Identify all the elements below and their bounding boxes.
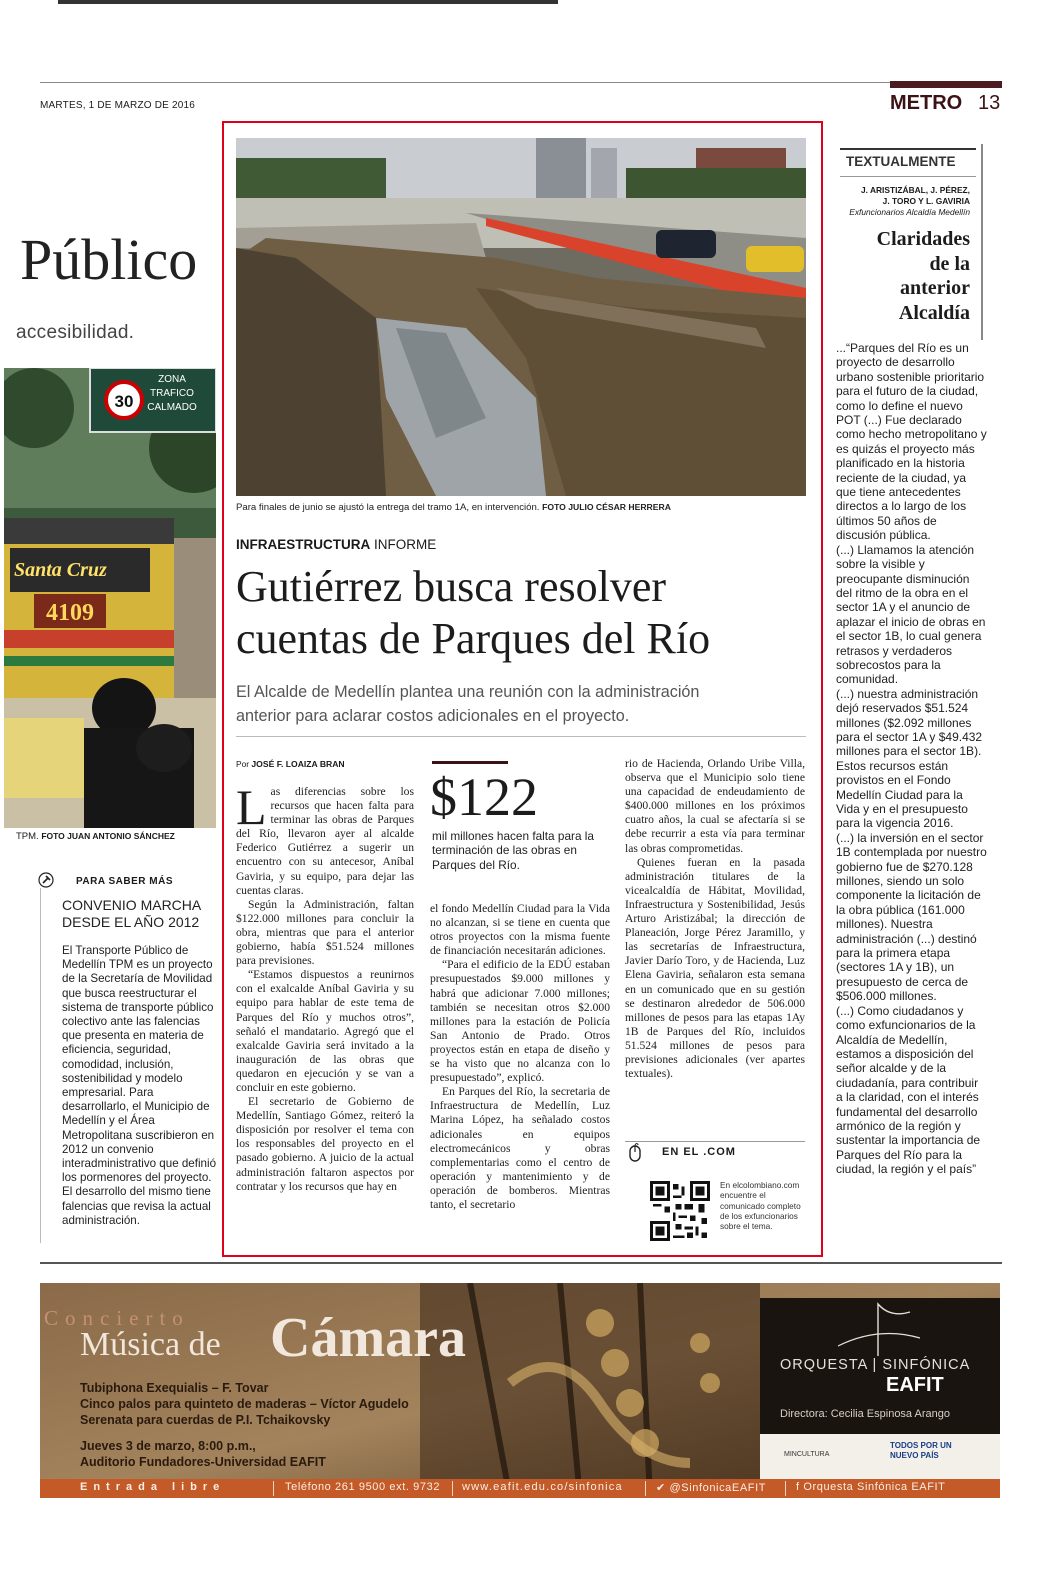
pullout-number: $122 [430, 767, 538, 827]
gobierno-line-2: NUEVO PAÍS [890, 1451, 939, 1460]
construction-photo [236, 138, 806, 496]
mincultura-logo: MINCULTURA [784, 1451, 830, 1458]
paragraph: as diferencias sobre los recursos que hacen falta para terminar las obras de Parques del Río, llevaron ayer al alcalde Federico Gutiérrez a sugerir un encuentro con su antecesor, Aníbal Gaviria, y su equipo, para dejar las cuentas claras. [236, 785, 414, 897]
quotes-headline-line-1: Claridades [876, 228, 970, 250]
ad-work: Cinco palos para quinteto de maderas – Víctor Agudelo [80, 1397, 409, 1411]
ad-separator [273, 1481, 274, 1496]
ad-twitter-link[interactable] [656, 1481, 766, 1494]
construction-photo-illustration [236, 138, 806, 496]
paragraph: “Para el edificio de la EDÚ estaban presupuestados $9.000 millones y habrá que adicionar 7.000 millones; también se necesitan otros $2.000 millones para la estación de Policía San Antonio de Prado. Otros proyectos están en etapa de diseño y se ha visto que no alcanza con lo presupuestado”, explicó. [430, 958, 610, 1085]
page-number: 13 [978, 92, 1001, 114]
facebook-page: Orquesta Sinfónica EAFIT [803, 1481, 946, 1493]
article-column-2 [430, 902, 610, 1212]
section-name: METRO [890, 92, 963, 114]
qr-description: En elcolombiano.com encuentre el comunicado completo de los exfuncionarios sobre el tema. [720, 1180, 801, 1232]
headline-line-1: Gutiérrez busca resolver [236, 562, 667, 611]
bus-name: Santa Cruz [14, 559, 107, 581]
byline-name: JOSÉ F. LOAIZA BRAN [251, 759, 345, 769]
header-rule [40, 82, 1002, 83]
sources-line-2: J. TORO Y L. GAVIRIA [882, 195, 970, 206]
sign-text-2: TRAFICO [150, 388, 194, 399]
online-label: EN EL .COM [662, 1146, 736, 1158]
bus-number: 4109 [46, 600, 94, 626]
paragraph: En Parques del Río, la secretaria de Infraestructura de Medellín, Luz Marina López, ha señalado costos adicionales en equipos electromecánicos y obras complementarias como el centro de operación y mantenimiento y de operación de bomberos. Mientras tanto, el secretario [430, 1085, 610, 1211]
paragraph: Quienes fueran en la pasada administración titulares de la vicealcaldía de Hábitat, Movilidad, Infraestructura y Sostenibilidad, Jesús Arturo Aristizábal; la dirección de Planeación, Jorge Pérez Jaramillo, y las secretarías de Infraestructura, Javier Darío Toro, y de Hacienda, Luz Elena Gaviria, señalaron esta semana en un comunicado que en su gestión se destinaron alrededor de 506.000 millones de pesos para las etapas 1Ay 1B de Parques del Río, incluidos 51.524 millones de pesos para previsiones adicionales (ver apartes textuales). [625, 855, 805, 1081]
pin-icon [38, 872, 54, 888]
ad-separator [452, 1481, 453, 1496]
paragraph: Según la Administración, faltan $122.000 millones para concluir la obra, mientras que para el anterior gobierno, había $51.524 millones para previsiones. [236, 897, 414, 968]
quotes-rule [840, 176, 976, 177]
orchestra-word-2: SINFÓNICA [882, 1357, 971, 1373]
ad-entrada: Entrada libre [80, 1481, 226, 1493]
orchestra-director: Directora: Cecilia Espinosa Arango [780, 1408, 950, 1420]
paragraph: rio de Hacienda, Orlando Uribe Villa, observa que el Municipio solo tiene una capacidad de endeudamiento de $400.000 millones en los próximos cuatro años, la cual se afectaría si se debe recurrir a esta vía para terminar las obras comprometidas. [625, 757, 805, 855]
sidebar-label: PARA SABER MÁS [76, 876, 174, 887]
ad-work: Tubiphona Exequialis – F. Tovar [80, 1381, 269, 1395]
mouse-icon [628, 1143, 642, 1163]
quote-paragraph: (...) Llamamos la atención sobre la visible y preocupante disminución del ritmo de la obra en el sector 1A y el anuncio de aplazar el inicio de obras en el sector 1B, lo cual genera retrasos y verdaderos sobrecostos para la comunidad. [836, 542, 986, 687]
quotes-body [836, 341, 988, 1177]
ad-schedule [80, 1438, 326, 1470]
ad-program [80, 1380, 409, 1428]
twitter-icon: ✔ [656, 1482, 666, 1494]
sidebar-title-line-1: CONVENIO MARCHA [62, 897, 202, 913]
facebook-icon: f [796, 1481, 800, 1493]
ad-concierto: Concierto [44, 1306, 190, 1330]
twitter-handle: @SinfonicaEAFIT [669, 1482, 767, 1494]
quote-paragraph: (...) nuestra administración dejó reservados $51.524 millones ($2.092 millones para el sector 1A y $49.432 millones para el sector 1B). Estos recursos están provistos en el Fondo Medellín Ciudad para la Vida y en el presupuesto para la vigencia 2016. [836, 686, 983, 831]
quotes-headline-line-2: de la [929, 252, 970, 275]
tpm-photo [4, 368, 216, 828]
gobierno-logo [890, 1441, 952, 1461]
sign-text-1: ZONA [158, 374, 186, 385]
photo-credit: FOTO JULIO CÉSAR HERRERA [542, 502, 671, 512]
ad-phone: Teléfono 261 9500 ext. 9732 [285, 1481, 441, 1493]
sign-text-3: CALMADO [147, 402, 197, 413]
orchestra-eafit: EAFIT [886, 1374, 944, 1396]
gobierno-line-1: TODOS POR UN [890, 1441, 952, 1450]
deck-line-2: anterior para aclarar costos adicionales en el proyecto. [236, 707, 630, 725]
byline-prefix: Por [236, 759, 250, 769]
quotes-bar [840, 148, 976, 150]
orchestra-divider: | [872, 1357, 878, 1373]
orchestra-word-1: ORQUESTA [780, 1357, 868, 1373]
ad-separator [785, 1481, 786, 1496]
speed-sign-number: 30 [114, 392, 134, 411]
kicker-type: INFORME [374, 537, 437, 552]
headline [236, 561, 816, 665]
online-rule [625, 1141, 805, 1142]
main-photo-caption [236, 502, 671, 513]
ad-separator [645, 1481, 646, 1496]
ad-date: Jueves 3 de marzo, 8:00 p.m., [80, 1439, 256, 1453]
ad-camara: Cámara [270, 1307, 466, 1369]
paragraph: El secretario de Gobierno de Medellín, Santiago Gómez, reiteró la disposición por resolver el tema con los responsables del proyecto en el pasado gobierno. A juicio de la actual administración faltaron aspectos por contratar y los recursos que hay en [236, 1095, 414, 1193]
quote-paragraph: (...) la inversión en el sector 1B contemplada por nuestro gobierno fue de $270.128 millones, siendo un solo componente la licitación de la obra pública (161.000 millones). Nuestra administración (...) destinó para la primera etapa (sectores 1A y 1B), un presupuesto de cerca de $506.000 millones. [836, 830, 987, 1004]
ad-top-rule [40, 1262, 1002, 1264]
section-bar [890, 81, 1002, 88]
sidebar-rule [40, 888, 41, 1243]
caption-text: TPM. [16, 831, 39, 842]
quote-paragraph: ...“Parques del Río es un proyecto de desarrollo urbano sostenible prioritario para el futuro de la ciudad, como lo define el nuevo POT (...) Fue declarado como hecho metropolitano y es quizás el proyecto más planificado en la historia reciente de la ciudad, ya que tiene antecedentes directos a lo largo de los últimos 50 años de discusión pública. [836, 341, 987, 543]
ad-venue: Auditorio Fundadores-Universidad EAFIT [80, 1455, 326, 1469]
quotes-headline-line-4: Alcaldía [898, 301, 970, 324]
ad-facebook-link[interactable] [796, 1481, 946, 1493]
ad-work: Serenata para cuerdas de P.I. Tchaikovsky [80, 1413, 331, 1427]
paragraph: “Estamos dispuestos a reunirnos con el exalcalde Aníbal Gaviria y su equipo para hablar de este tema de Parques del Río y muchos otros”, señaló el mandatario. Agregó que el exalcalde Gaviria será invitado a la inauguración de las obras que quedaron en ejecución y se van a concluir en este gobierno. [236, 968, 414, 1094]
deck-rule [236, 736, 806, 737]
quotes-vertical-rule [981, 144, 983, 340]
quotes-headline [840, 227, 970, 325]
page-date: MARTES, 1 DE MARZO DE 2016 [40, 100, 196, 111]
qr-code-icon[interactable] [650, 1181, 710, 1241]
ad-website-link[interactable]: www.eafit.edu.co/sinfonica [462, 1481, 623, 1493]
paragraph: el fondo Medellín Ciudad para la Vida no alcanzan, si se tiene en cuenta que otros proyectos con la misma fuente de financiación necesitarán adiciones. [430, 902, 610, 958]
tpm-photo-illustration [4, 368, 216, 828]
article-column-1 [236, 779, 414, 1194]
quotes-label: TEXTUALMENTE [846, 154, 956, 169]
sidebar-title-line-2: DESDE EL AÑO 2012 [62, 914, 200, 930]
sidebar-body: El Transporte Público de Medellín TPM es un proyecto de la Secretaría de Movilidad que busca reestructurar el sistema de transporte público colectivo ante las falencias que presenta en materia de eficiencia, seguridad, comodidad, inclusión, sostenibilidad y modelo empresarial. Para desarrollarlo, el Municipio de Medellín y el Área Metropolitana suscribieron en 2012 un convenio interadministrativo que definió los pormenores del proyecto. El desarrollo del mismo tiene falencias que revisa la actual administración. [62, 944, 217, 1227]
quote-paragraph: (...) Como ciudadanos y como exfuncionarios de la Alcaldía de Medellín, estamos a disposición del señor alcalde y de la ciudadanía, para contribuir a la claridad, con el interés fundamental del desarrollo armónico de la región y sustentar la importancia de Parques del Río para la ciudad, la región y el país” [836, 1003, 981, 1177]
quotes-sources [830, 185, 970, 206]
ad-musica-de: Música de [80, 1326, 221, 1363]
deck [236, 680, 816, 728]
kicker-section: INFRAESTRUCTURA [236, 537, 371, 552]
byline [236, 759, 345, 769]
quotes-role: Exfuncionarios Alcaldía Medellín [849, 207, 970, 217]
article-column-3 [625, 757, 805, 1081]
sources-line-1: J. ARISTIZÁBAL, J. PÉREZ, [860, 185, 970, 195]
orchestra-name [780, 1357, 970, 1373]
drop-cap: L [236, 779, 267, 835]
orchestra-logo-icon [760, 1298, 1000, 1358]
caption-text: Para finales de junio se ajustó la entrega del tramo 1A, en intervención. [236, 502, 540, 513]
photo-credit: FOTO JUAN ANTONIO SÁNCHEZ [41, 831, 175, 841]
headline-line-2: cuentas de Parques del Río [236, 614, 711, 663]
tpm-photo-caption [16, 831, 175, 842]
kicker [236, 537, 436, 552]
pullout-text: mil millones hacen falta para la terminación de las obras en Parques del Río. [432, 829, 594, 872]
neighbor-deck-fragment: accesibilidad. [16, 322, 135, 343]
sidebar-title [62, 897, 222, 931]
neighbor-headline-fragment: Público [20, 227, 198, 292]
quotes-headline-line-3: anterior [900, 277, 970, 299]
top-rule [58, 0, 558, 4]
deck-line-1: El Alcalde de Medellín plantea una reunión con la administración [236, 683, 700, 701]
